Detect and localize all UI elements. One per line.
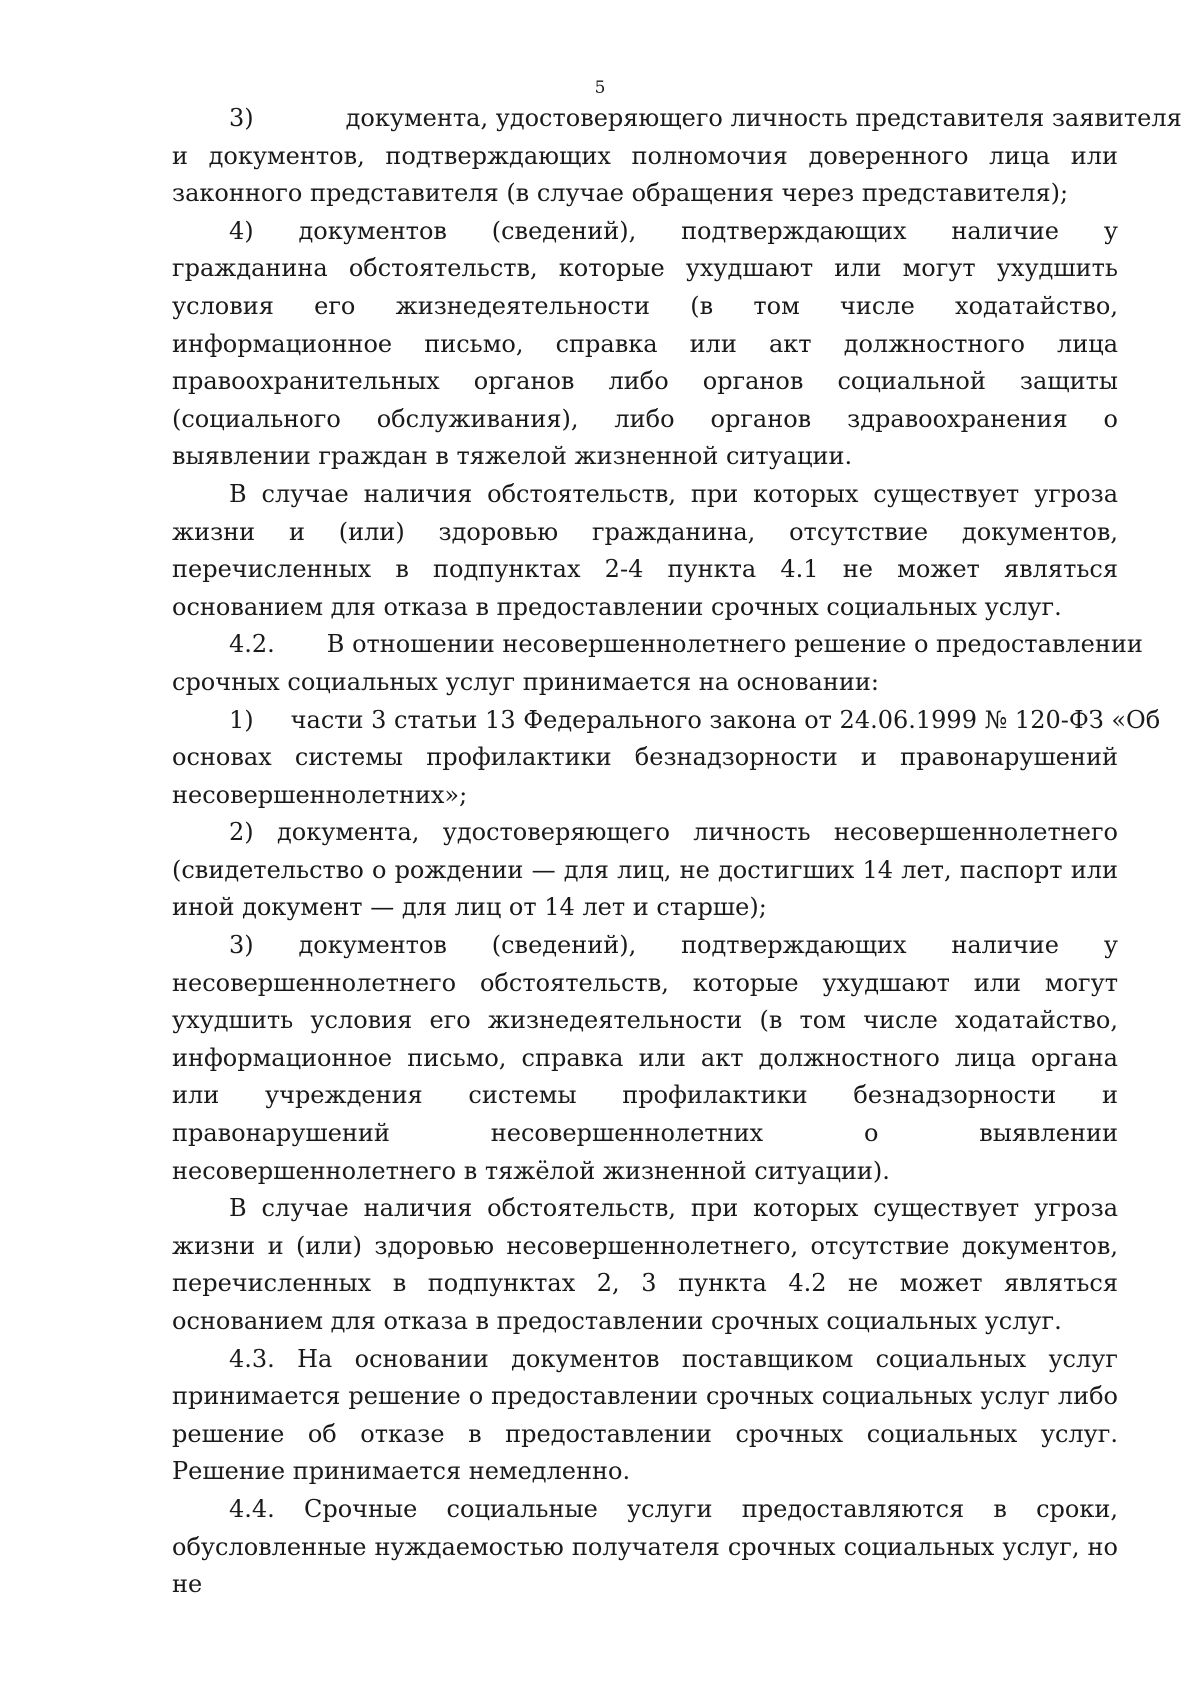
item-number: 4.2. [229, 630, 275, 659]
item-first-line [172, 1341, 1118, 1379]
item-first-line-text: На [297, 1344, 333, 1373]
item-first-line-text: социальных [875, 1344, 1027, 1373]
item-first-line-text: (сведений), [491, 216, 637, 245]
item-first-line [172, 1491, 1118, 1529]
item-continuation-text: несовершеннолетнего обстоятельств, которые ухудшают или могут ухудшить условия его жизнедеятельности (в том числе ходатайство, информационное письмо, справка или акт должностного лица органа или учреждения системы профилактики безнадзорности и правонарушений несовершеннолетних о выявлении несовершеннолетнего в тяжёлой жизненной ситуации). [172, 968, 1118, 1185]
item-first-line-text: документа, [276, 818, 420, 847]
list-item-minor-1 [172, 702, 1161, 815]
item-gap [275, 626, 327, 664]
item-continuation-text: и документов, подтверждающих полномочия доверенного лица или законного представителя (в случае обращения через представителя); [172, 141, 1118, 208]
item-first-line-text: социальные [446, 1494, 598, 1523]
list-item-4 [172, 213, 1118, 476]
item-first-line-text: наличие [951, 931, 1059, 960]
item-first-line-text: предоставляются [741, 1494, 965, 1523]
paragraph-exception-minor: В случае наличия обстоятельств, при которых существует угроза жизни и (или) здоровью несовершеннолетнего, отсутствие документов, перечисленных в подпунктах 2, 3 пункта 4.2 не может являться основанием для отказа в предоставлении срочных социальных услуг. [172, 1194, 1118, 1335]
item-first-line [172, 702, 1161, 740]
item-first-line-text: наличие [951, 216, 1059, 245]
item-first-line-text: (сведений), [491, 931, 637, 960]
item-number: 3) [229, 931, 254, 960]
item-first-line-text: В отношении несовершеннолетнего решение о предоставлении [326, 630, 1143, 659]
item-gap [254, 100, 346, 138]
item-continuation-text: принимается решение о предоставлении срочных социальных услуг либо решение об отказе в предоставлении срочных социальных услуг. Решение принимается немедленно. [172, 1382, 1118, 1486]
item-first-line [172, 213, 1118, 251]
page-number: 5 [594, 78, 606, 98]
item-continuation-text: гражданина обстоятельств, которые ухудшают или могут ухудшить условия его жизнедеятельности (в том числе ходатайство, информационное письмо, справка или акт должностного лица правоохранительных органов либо органов социальной защиты (социального обслуживания), либо органов здравоохранения о выявлении граждан в тяжелой жизненной ситуации. [172, 254, 1118, 471]
item-number: 2) [229, 818, 254, 847]
item-continuation-text: (свидетельство о рождении — для лиц, не достигших 14 лет, паспорт или иной документ — для лиц от 14 лет и старше); [172, 855, 1118, 922]
item-first-line-text: услуги [627, 1494, 713, 1523]
item-first-line-text: у [1103, 216, 1118, 245]
list-item-minor-3 [172, 927, 1118, 1190]
item-first-line-text: документов [298, 216, 447, 245]
document-body [172, 100, 1182, 1604]
item-first-line [172, 100, 1182, 138]
item-gap [254, 702, 291, 740]
item-first-line-text: услуг [1048, 1344, 1118, 1373]
section-4-3 [172, 1341, 1118, 1491]
item-number: 3) [229, 104, 254, 132]
item-number: 4) [229, 216, 254, 245]
item-first-line [172, 927, 1118, 965]
item-first-line-text: подтверждающих [681, 216, 907, 245]
item-first-line-text: основании [354, 1344, 489, 1373]
section-4-2 [172, 626, 1143, 701]
item-first-line-text: удостоверяющего [442, 818, 670, 847]
item-continuation-text: основах системы профилактики безнадзорности и правонарушений несовершеннолетних»; [172, 743, 1118, 809]
item-first-line-text: в [993, 1494, 1007, 1523]
item-first-line-text: документов [511, 1344, 660, 1373]
item-first-line-text: подтверждающих [681, 931, 907, 960]
item-first-line-text: документов [298, 931, 447, 960]
item-number: 4.3. [229, 1344, 275, 1373]
list-item-3 [172, 100, 1182, 213]
section-4-4 [172, 1491, 1118, 1604]
item-continuation-text: срочных социальных услуг принимается на основании: [172, 667, 879, 696]
item-first-line-text: поставщиком [681, 1344, 854, 1373]
item-first-line-text: документа, удостоверяющего личность представителя заявителя [345, 104, 1182, 132]
item-first-line-text: части 3 статьи 13 Федерального закона от 24.06.1999 № 120-ФЗ «Об [290, 705, 1161, 734]
item-first-line-text: несовершеннолетнего [833, 818, 1118, 847]
item-first-line-text: у [1103, 931, 1118, 960]
item-first-line-text: сроки, [1036, 1494, 1118, 1523]
item-continuation-text: обусловленные нуждаемостью получателя срочных социальных услуг, но не [172, 1532, 1118, 1599]
item-first-line-text: личность [693, 818, 811, 847]
paragraph-exception-citizen: В случае наличия обстоятельств, при которых существует угроза жизни и (или) здоровью гражданина, отсутствие документов, перечисленных в подпунктах 2-4 пункта 4.1 не может являться основанием для отказа в предоставлении срочных социальных услуг. [172, 479, 1118, 621]
item-first-line [172, 814, 1118, 852]
item-first-line [172, 626, 1143, 664]
item-number: 1) [229, 705, 254, 734]
item-number: 4.4. [229, 1494, 275, 1523]
item-first-line-text: Срочные [304, 1494, 418, 1523]
list-item-minor-2 [172, 814, 1118, 927]
